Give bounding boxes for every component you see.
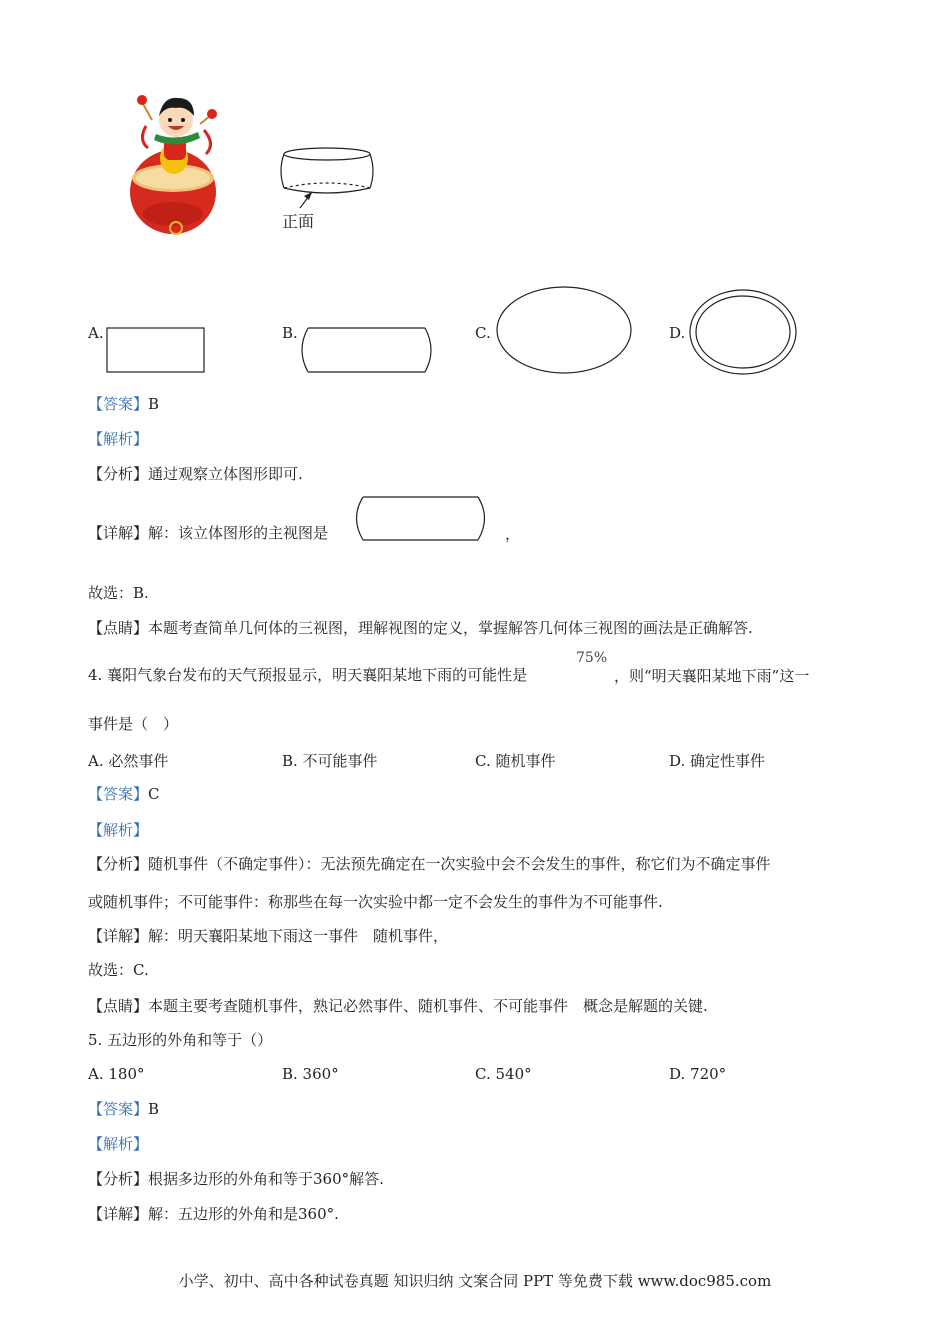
- q3-option-c-shape: [496, 285, 636, 380]
- q4-stem-a: 4. 襄阳气象台发布的天气预报显示，明天襄阳某地下雨的可能性是: [88, 666, 528, 684]
- answer-value: C: [148, 785, 160, 803]
- q4-percent: 75%: [576, 650, 608, 666]
- q4-stem-line2: 事件是（ ）: [88, 715, 179, 733]
- q5-option-b: B. 360°: [282, 1065, 339, 1083]
- q5-option-c: C. 540°: [475, 1065, 532, 1083]
- q3-answer: [88, 394, 159, 414]
- q5-stem: 5. 五边形的外角和等于（）: [88, 1031, 273, 1049]
- xiangjie-tag: 【详解】: [88, 1205, 149, 1223]
- q3-xiangjie: [88, 523, 328, 543]
- q4-dianjing: [88, 996, 708, 1016]
- q3-dianjing: [88, 618, 753, 638]
- q5-option-d: D. 720°: [669, 1065, 727, 1083]
- q4-answer: [88, 784, 160, 804]
- fenxi-tag: 【分析】: [88, 1170, 149, 1188]
- q3-xiangjie-tail: ，: [505, 525, 521, 543]
- answer-tag: 【答案】: [88, 1100, 149, 1118]
- q3-option-b-shape: [300, 327, 440, 377]
- xiangjie-tag: 【详解】: [88, 524, 149, 542]
- q3-option-d-shape: [689, 288, 801, 383]
- page-footer: 小学、初中、高中各种试卷真题 知识归纳 文案合同 PPT 等免费下载 www.doc985.com: [178, 1272, 772, 1290]
- xiangjie-tag: 【详解】: [88, 927, 149, 945]
- q3-option-d-label: D.: [669, 324, 686, 342]
- xiangjie-text: 解：五边形的外角和是360°.: [148, 1205, 339, 1223]
- answer-tag: 【答案】: [88, 785, 149, 803]
- dianjing-text: 本题考查简单几何体的三视图，理解视图的定义，掌握解答几何体三视图的画法是正确解答.: [148, 619, 753, 637]
- answer-value: B: [148, 1100, 160, 1118]
- xiangjie-text: 解：该立体图形的主视图是: [148, 524, 329, 542]
- q5-analysis-heading: 【解析】: [88, 1135, 149, 1153]
- q3-option-a-label: A.: [88, 324, 104, 342]
- q4-option-d: D. 确定性事件: [669, 752, 766, 770]
- fenxi-text: 通过观察立体图形即可.: [148, 465, 303, 483]
- q4-fenxi-cont: 或随机事件；不可能事件：称那些在每一次实验中都一定不会发生的事件为不可能事件.: [88, 893, 663, 911]
- xiangjie-text: 解：明天襄阳某地下雨这一事件 随机事件，: [148, 927, 449, 945]
- dianjing-tag: 【点睛】: [88, 997, 149, 1015]
- q4-option-a: A. 必然事件: [88, 752, 169, 770]
- fenxi-text: 随机事件（不确定事件）：无法预先确定在一次实验中会不会发生的事件，称它们为不确定事件: [148, 855, 771, 873]
- q3-option-a-shape: [106, 327, 206, 377]
- q4-xiangjie: [88, 926, 448, 946]
- front-label: 正面: [282, 212, 315, 231]
- fenxi-text: 根据多边形的外角和等于360°解答.: [148, 1170, 384, 1188]
- q5-xiangjie: [88, 1204, 339, 1224]
- q3-option-c-label: C.: [475, 324, 491, 342]
- q3-answer-shape: [354, 496, 494, 546]
- dianjing-tag: 【点睛】: [88, 619, 149, 637]
- q3-fenxi: [88, 464, 303, 484]
- q5-fenxi: [88, 1169, 384, 1189]
- answer-value: B: [148, 395, 160, 413]
- q4-stem-b: ，则“明天襄阳某地下雨”这一: [614, 667, 810, 685]
- q3-choice: 故选：B.: [88, 584, 149, 602]
- dianjing-text: 本题主要考查随机事件，熟记必然事件、随机事件、不可能事件 概念是解题的关键.: [148, 997, 708, 1015]
- q4-option-c: C. 随机事件: [475, 752, 556, 770]
- q4-option-b: B. 不可能事件: [282, 752, 378, 770]
- q4-analysis-heading: 【解析】: [88, 821, 149, 839]
- fenxi-tag: 【分析】: [88, 855, 149, 873]
- answer-tag: 【答案】: [88, 395, 149, 413]
- q3-analysis-heading: 【解析】: [88, 430, 149, 448]
- q5-answer: [88, 1099, 159, 1119]
- q5-option-a: A. 180°: [88, 1065, 145, 1083]
- q4-choice: 故选：C.: [88, 961, 149, 979]
- fenxi-tag: 【分析】: [88, 465, 149, 483]
- q3-option-b-label: B.: [282, 324, 298, 342]
- drum-boy-illustration: [128, 80, 228, 240]
- q4-fenxi: [88, 854, 771, 874]
- q4-stem-line1: [88, 665, 527, 685]
